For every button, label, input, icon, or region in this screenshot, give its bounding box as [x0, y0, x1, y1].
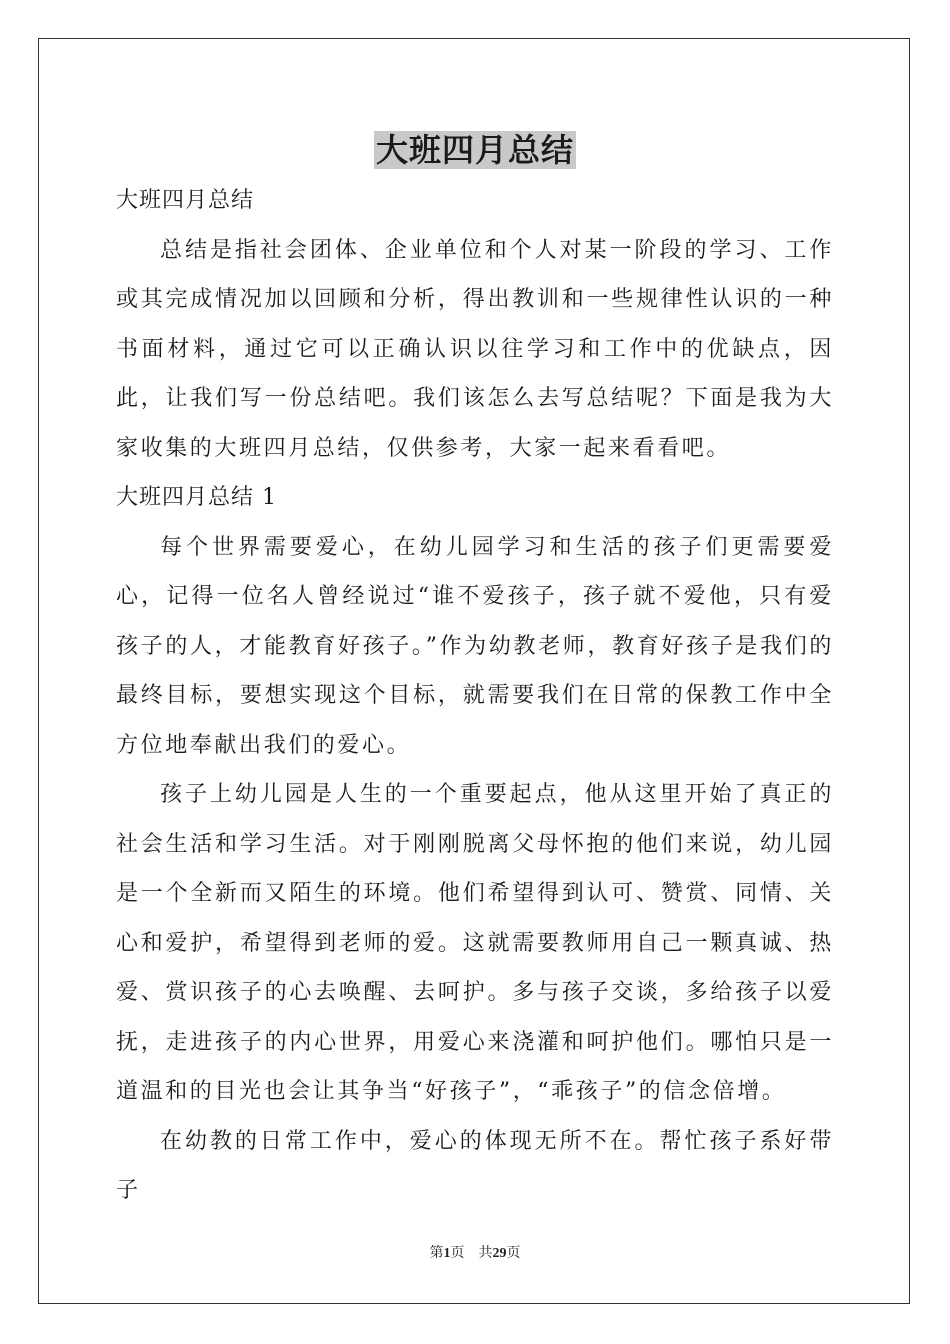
body-paragraph: 在幼教的日常工作中，爱心的体现无所不在。帮忙孩子系好带子	[116, 1128, 834, 1203]
body-paragraph: 总结是指社会团体、企业单位和个人对某一阶段的学习、工作或其完成情况加以回顾和分析，得出教训和一些规律性认识的一种书面材料，通过它可以正确认识以往学习和工作中的优缺点，因此，让我们写一份总结吧。我们该怎么去写总结呢？下面是我为大家收集的大班四月总结，仅供参考，大家一起来看看吧。	[116, 237, 834, 461]
footer-middle: 页 共	[450, 1246, 493, 1261]
current-page-number: 1	[443, 1246, 451, 1261]
section-heading: 大班四月总结	[116, 188, 255, 213]
total-pages-number: 29	[492, 1246, 507, 1261]
body-paragraph: 孩子上幼儿园是人生的一个重要起点，他从这里开始了真正的社会生活和学习生活。对于刚刚脱离父母怀抱的他们来说，幼儿园是一个全新而又陌生的环境。他们希望得到认可、赞赏、同情、关心和爱护，希望得到老师的爱。这就需要教师用自己一颗真诚、热爱、赏识孩子的心去唤醒、去呵护。多与孩子交谈，多给孩子以爱抚，走进孩子的内心世界，用爱心来浇灌和呵护他们。哪怕只是一道温和的目光也会让其争当“好孩子”，“乖孩子”的信念倍增。	[116, 782, 834, 1104]
section-heading: 大班四月总结 1	[116, 485, 277, 510]
body-paragraph: 每个世界需要爱心，在幼儿园学习和生活的孩子们更需要爱心，记得一位名人曾经说过“谁不爱孩子，孩子就不爱他，只有爱孩子的人，才能教育好孩子。”作为幼教老师，教育好孩子是我们的最终目标，要想实现这个目标，就需要我们在日常的保教工作中全方位地奉献出我们的爱心。	[116, 534, 834, 758]
document-title	[0, 128, 950, 172]
footer-suffix: 页	[506, 1246, 521, 1261]
document-title-text: 大班四月总结	[375, 131, 574, 169]
document-body	[116, 176, 834, 1216]
footer-prefix: 第	[429, 1246, 444, 1261]
page-footer	[0, 1244, 950, 1264]
